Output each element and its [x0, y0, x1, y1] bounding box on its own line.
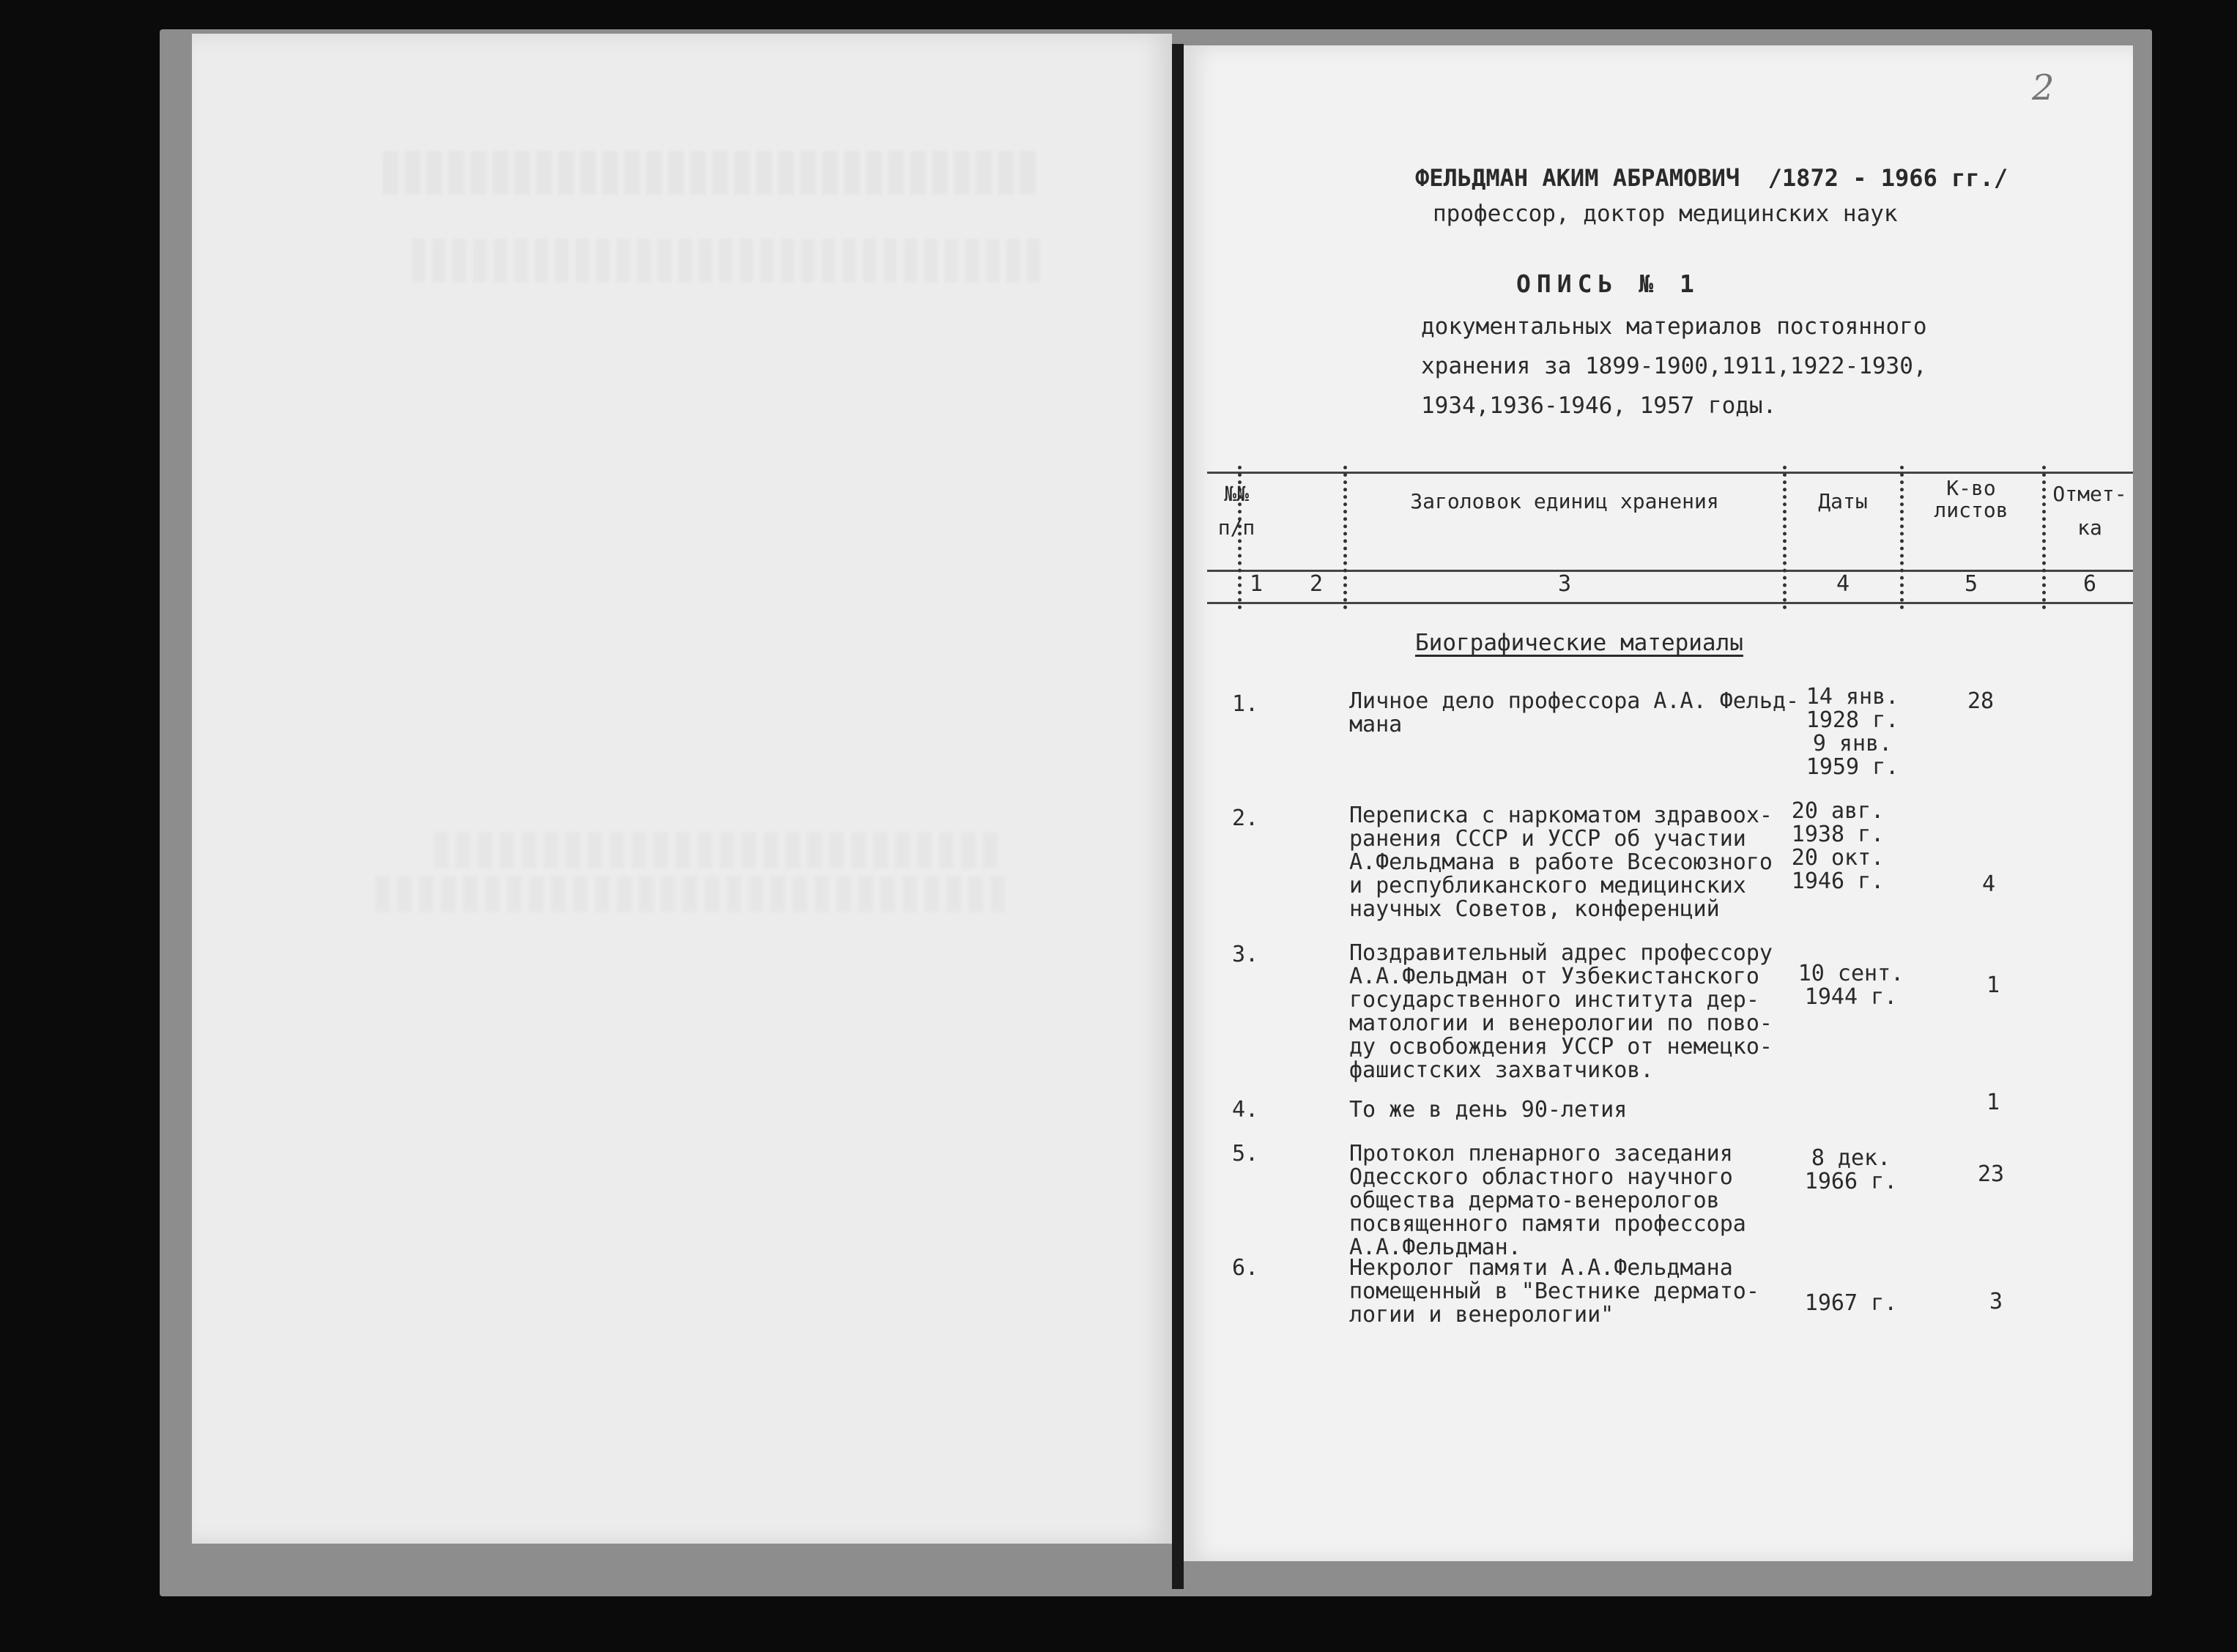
- row-number: 6.: [1232, 1255, 1259, 1281]
- column-number-2: 2: [1309, 571, 1324, 597]
- column-number-5: 5: [1964, 571, 1978, 597]
- row-number: 1.: [1232, 691, 1259, 717]
- bleed-through-text: [434, 832, 1005, 868]
- row-sheets: 1: [1986, 972, 2000, 998]
- row-title: Личное дело профессора А.А. Фельд- мана: [1349, 688, 1800, 737]
- row-dates: 14 янв. 1928 г. 9 янв. 1959 г.: [1806, 684, 1899, 780]
- header-notes: Отмет- ка: [2052, 482, 2127, 540]
- column-number-1: 1: [1249, 571, 1264, 597]
- row-number: 2.: [1232, 805, 1259, 831]
- row-dates: 1967 г.: [1804, 1290, 1898, 1316]
- row-dates: 10 сент. 1944 г.: [1798, 961, 1904, 1010]
- section-title: Биографические материалы: [1415, 630, 1743, 656]
- row-sheets: 28: [1967, 688, 1995, 714]
- page-number: 2: [2032, 67, 2055, 108]
- book-gutter: [1172, 44, 1184, 1589]
- row-title: Поздравительный адрес профессору А.А.Фельдман от Узбекистанского государственного института дер- матологии и венерологии по пово- ду освобождения УССР от немецко- фашистских захватчиков.: [1349, 940, 1773, 1083]
- bleed-through-text: [412, 239, 1042, 283]
- inventory-description-2: хранения за 1899-1900,1911,1922-1930,: [1421, 353, 1927, 379]
- header-dates: Даты: [1818, 489, 1868, 513]
- header-title: Заголовок единиц хранения: [1410, 489, 1719, 513]
- inventory-heading: ОПИСЬ № 1: [1516, 269, 1700, 298]
- inventory-page: [1184, 45, 2133, 1561]
- header-sheets: К-во листов: [1934, 476, 2008, 522]
- row-title: То же в день 90-летия: [1349, 1097, 1628, 1123]
- inventory-description-3: 1934,1936-1946, 1957 годы.: [1421, 392, 1777, 419]
- row-sheets: 1: [1986, 1090, 2000, 1115]
- row-number: 5.: [1232, 1141, 1259, 1167]
- row-dates: 8 дек. 1966 г.: [1804, 1145, 1898, 1194]
- row-title: Некролог памяти А.А.Фельдмана помещенный в "Вестнике дермато- логии и венерологии": [1349, 1255, 1759, 1328]
- row-sheets: 4: [1982, 871, 1996, 897]
- row-title: Протокол пленарного заседания Одесского областного научного общества дермато-венерологов посвященного памяти профессора А.А.Фельдман.: [1349, 1141, 1746, 1260]
- bleed-through-text: [382, 151, 1042, 195]
- column-number-6: 6: [2082, 571, 2097, 597]
- person-name-line: ФЕЛЬДМАН АКИМ АБРАМОВИЧ /1872 - 1966 гг./: [1415, 164, 2008, 192]
- person-title-line: профессор, доктор медицинских наук: [1433, 201, 1898, 227]
- inventory-description-1: документальных материалов постоянного: [1421, 313, 1927, 340]
- row-sheets: 23: [1978, 1161, 2005, 1187]
- header-number: №№ п/п: [1217, 482, 1255, 540]
- column-number-4: 4: [1836, 571, 1850, 597]
- row-number: 3.: [1232, 942, 1259, 967]
- row-sheets: 3: [1989, 1289, 2003, 1314]
- column-number-3: 3: [1557, 571, 1572, 597]
- column-divider: [2042, 466, 2046, 609]
- row-number: 4.: [1232, 1097, 1259, 1123]
- bleed-through-text: [375, 876, 1005, 912]
- row-dates: 20 авг. 1938 г. 20 окт. 1946 г.: [1791, 798, 1885, 894]
- row-title: Переписка с наркоматом здравоох- ранения СССР и УССР об участии А.Фельдмана в работе Всесоюзного и республиканского медицинских научных Советов, конференций: [1349, 803, 1773, 922]
- blank-left-page: [192, 34, 1172, 1544]
